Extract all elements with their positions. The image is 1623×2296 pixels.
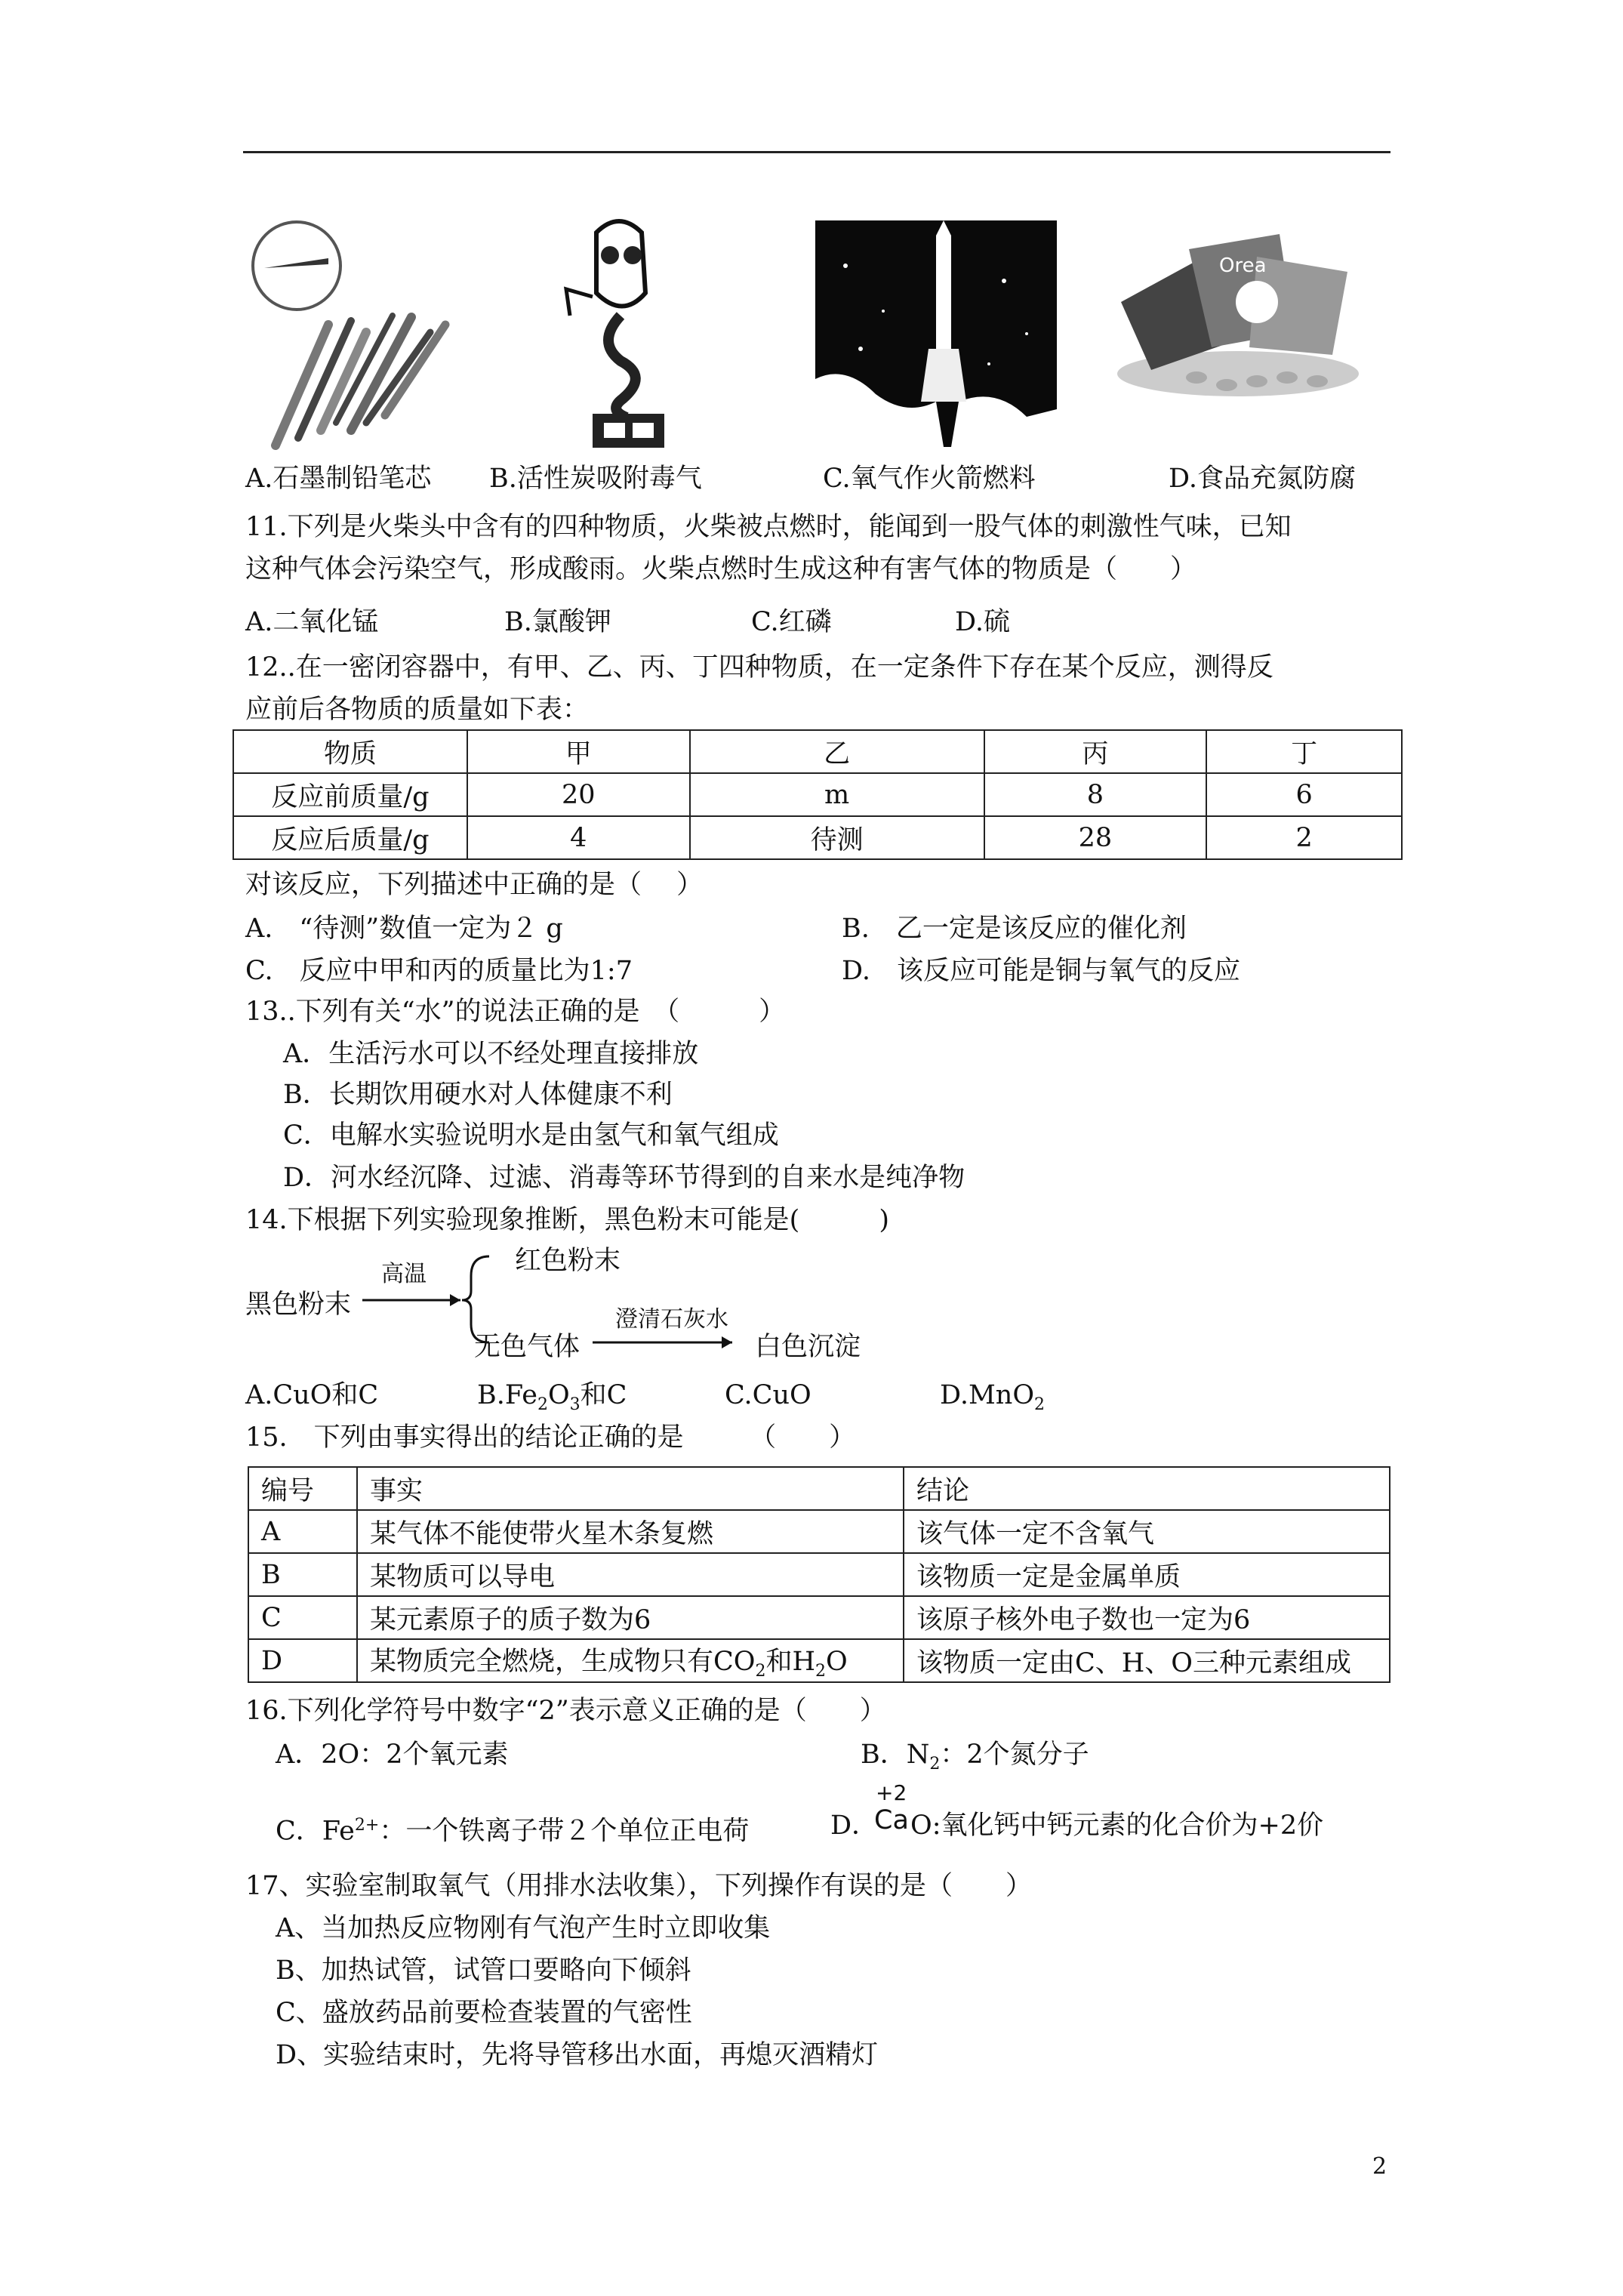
q14-arrow2-label: 澄清石灰水 <box>615 1306 728 1333</box>
q14-arrow1-label: 高温 <box>381 1261 427 1287</box>
q12-option-d: D. 该反应可能是铜与氧气的反应 <box>842 956 1240 986</box>
image-caption-a: A.石墨制铅笔芯 <box>245 464 432 494</box>
table-cell: 某物质可以导电 <box>357 1553 904 1596</box>
table-cell: 待测 <box>690 816 984 859</box>
table-cell: 某元素原子的质子数为6 <box>357 1596 904 1639</box>
q17-option-b: B、加热试管，试管口要略向下倾斜 <box>276 1955 691 1986</box>
q16-option-b: B．$N_2$：2个氮分子 <box>861 1740 1089 1774</box>
q14-option-c: C.CuO <box>725 1380 812 1410</box>
table-cell: 某物质完全燃烧，生成物只有$CO_2$和$H_2O$ <box>357 1639 904 1682</box>
table-cell: 乙 <box>690 730 984 773</box>
table-cell: 反应后质量/g <box>233 816 467 859</box>
q17-option-c: C、盛放药品前要检查装置的气密性 <box>276 1998 692 2028</box>
q12-line2: 应前后各物质的质量如下表： <box>245 695 590 725</box>
table-cell: 该原子核外电子数也一定为6 <box>904 1596 1390 1639</box>
q14-branch-bottom: 无色气体 <box>474 1332 581 1362</box>
q14-branch-top: 红色粉末 <box>515 1246 621 1276</box>
table-cell: C <box>248 1596 357 1639</box>
table-cell: 结论 <box>904 1467 1390 1510</box>
table-row <box>248 1639 1390 1682</box>
q13-option-a: A．生活污水可以不经处理直接排放 <box>283 1039 699 1069</box>
table-cell: 反应前质量/g <box>233 773 467 816</box>
table-cell: 该物质一定是金属单质 <box>904 1553 1390 1596</box>
table-cell: 28 <box>984 816 1207 859</box>
q15-stem: 15. 下列由事实得出的结论正确的是 （ ） <box>245 1422 856 1453</box>
q14-start-substance: 黑色粉末 <box>245 1290 352 1320</box>
table-cell: m <box>690 773 984 816</box>
q14-option-b: $B.Fe_2O_3$和C <box>477 1380 627 1414</box>
table-cell: 4 <box>467 816 690 859</box>
table-cell: 丙 <box>984 730 1207 773</box>
q15-table <box>248 1466 1390 1683</box>
q13-option-d: D．河水经沉降、过滤、消毒等环节得到的自来水是纯净物 <box>283 1163 965 1193</box>
table-cell: 该气体一定不含氧气 <box>904 1510 1390 1553</box>
table-row <box>233 773 1402 816</box>
q13-option-b: B．长期饮用硬水对人体健康不利 <box>283 1080 673 1110</box>
table-row <box>233 730 1402 773</box>
q11-line1: 11.下列是火柴头中含有的四种物质，火柴被点燃时，能闻到一股气体的刺激性气味，已知 <box>245 512 1292 542</box>
q11-line2: 这种气体会污染空气，形成酸雨。火柴点燃时生成这种有害气体的物质是（ ） <box>245 554 1197 584</box>
header-rule <box>243 151 1390 153</box>
svg-text:Orea: Orea <box>1219 254 1267 277</box>
q12-stem: 对该反应，下列描述中正确的是（ ） <box>245 870 704 900</box>
q17-option-d: D、实验结束时，先将导管移出水面，再熄灭酒精灯 <box>276 2040 879 2070</box>
q12-option-a: A. “待测”数值一定为２ g <box>245 914 563 944</box>
q12-option-b: B. 乙一定是该反应的催化剂 <box>842 914 1187 944</box>
table-row <box>248 1510 1390 1553</box>
table-cell: 甲 <box>467 730 690 773</box>
rocket-launch-image <box>815 220 1057 447</box>
q14-stem: 14.下根据下列实验现象推断，黑色粉末可能是( ) <box>245 1205 889 1235</box>
image-caption-c: C.氧气作火箭燃料 <box>823 464 1036 494</box>
q16-option-c: C．$Fe^{2+}$：一个铁离子带２个单位正电荷 <box>276 1816 750 1847</box>
q17-stem: 17、实验室制取氧气（用排水法收集），下列操作有误的是（ ） <box>245 1871 1033 1901</box>
page-number: 2 <box>1372 2153 1387 2180</box>
q14-option-a: A.CuO和C <box>245 1380 379 1410</box>
table-cell: 编号 <box>248 1467 357 1510</box>
table-cell: 20 <box>467 773 690 816</box>
table-cell: 丁 <box>1206 730 1402 773</box>
q16-stem: 16.下列化学符号中数字“2”表示意义正确的是（ ） <box>245 1696 886 1726</box>
q12-option-c: C. 反应中甲和丙的质量比为1:7 <box>245 956 633 986</box>
table-cell: 2 <box>1206 816 1402 859</box>
table-row <box>248 1467 1390 1510</box>
table-row <box>248 1596 1390 1639</box>
element-symbol: Ca <box>874 1805 909 1835</box>
q12-line1: 12..在一密闭容器中，有甲、乙、丙、丁四种物质，在一定条件下存在某个反应，测得反 <box>245 652 1273 683</box>
q11-option-d: D.硫 <box>955 607 1010 637</box>
q16-option-d-label: D． <box>830 1811 879 1841</box>
table-cell: 物质 <box>233 730 467 773</box>
snack-bags-image <box>1106 227 1370 400</box>
q11-option-b: B.氯酸钾 <box>504 607 611 637</box>
q16-option-d-text: O:氧化钙中钙元素的化合价为+2价 <box>910 1811 1324 1841</box>
q13-stem: 13..下列有关“水”的说法正确的是 （ ） <box>245 997 786 1027</box>
q16-option-a: A．2O：2个氧元素 <box>276 1740 509 1770</box>
q11-option-a: A.二氧化锰 <box>245 607 379 637</box>
q11-option-c: C.红磷 <box>751 607 832 637</box>
table-cell: 6 <box>1206 773 1402 816</box>
image-caption-b: B.活性炭吸附毒气 <box>489 464 702 494</box>
pencil-lead-image <box>245 219 464 453</box>
table-row <box>233 816 1402 859</box>
q14-result: 白色沉淀 <box>755 1332 861 1362</box>
table-cell: D <box>248 1639 357 1682</box>
table-cell: 某气体不能使带火星木条复燃 <box>357 1510 904 1553</box>
table-cell: 事实 <box>357 1467 904 1510</box>
table-cell: A <box>248 1510 357 1553</box>
table-cell: 该物质一定由C、H、O三种元素组成 <box>904 1639 1390 1682</box>
table-cell: 8 <box>984 773 1207 816</box>
q12-table <box>233 729 1403 860</box>
q13-option-c: C．电解水实验说明水是由氢气和氧气组成 <box>283 1120 779 1151</box>
table-row <box>248 1553 1390 1596</box>
calcium-valence-symbol <box>874 1782 909 1842</box>
image-caption-d: D.食品充氮防腐 <box>1169 464 1356 494</box>
q14-option-d: D.MnO$_2$ <box>940 1380 1046 1414</box>
table-cell: B <box>248 1553 357 1596</box>
gas-mask-image <box>551 210 687 451</box>
valence-mark: +2 <box>876 1780 907 1805</box>
q17-option-a: A、当加热反应物刚有气泡产生时立即收集 <box>276 1913 771 1943</box>
